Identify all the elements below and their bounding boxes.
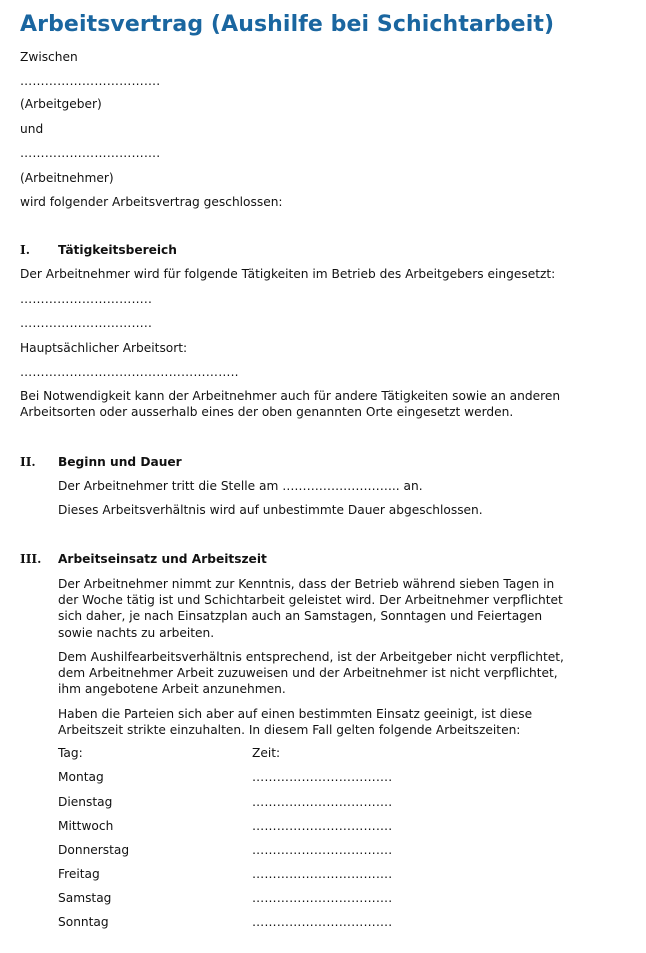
time-blank: ……………………………. (252, 843, 393, 857)
paragraph-line: der Woche tätig ist und Schichtarbeit geleistet wird. Der Arbeitnehmer verpflichtet (58, 593, 563, 608)
paragraph-line: Dem Aushilfearbeitsverhältnis entsprechend, ist der Arbeitgeber nicht verpflichtet, (58, 650, 564, 664)
day-label: Donnerstag (58, 843, 130, 857)
schedule-row (58, 819, 393, 833)
paragraph-line: Arbeitszeit strikte einzuhalten. In diesem Fall gelten folgende Arbeitszeiten: (58, 723, 521, 738)
paragraph-line: sowie nachts zu arbeiten. (58, 625, 215, 640)
section-1-title: Tätigkeitsbereich (58, 243, 177, 257)
time-blank: ……………………………. (252, 915, 393, 929)
time-blank: ……………………………. (252, 819, 393, 833)
section-3-paragraph-2 (58, 649, 564, 698)
schedule-row (58, 770, 393, 784)
activity-blank-2: ………………………….. (20, 316, 153, 330)
time-blank: ……………………………. (252, 770, 393, 784)
document-title: Arbeitsvertrag (Aushilfe bei Schichtarbeit) (20, 12, 555, 37)
paragraph-line: ihm angebotene Arbeit anzunehmen. (58, 682, 286, 697)
paragraph-line: dem Arbeitnehmer Arbeit zuzuweisen und der Arbeitnehmer ist nicht verpflichtet, (58, 666, 558, 681)
employer-blank: ……………………………. (20, 74, 161, 88)
paragraph-line: Der Arbeitnehmer nimmt zur Kenntnis, dass der Betrieb während sieben Tagen in (58, 577, 555, 591)
section-3-heading (20, 552, 267, 566)
schedule-row (58, 867, 393, 881)
time-column-header: Zeit: (252, 746, 281, 760)
section-1-number: I. (20, 243, 30, 257)
section-2-title: Beginn und Dauer (58, 455, 182, 469)
day-label: Samstag (58, 891, 112, 905)
schedule-header (58, 746, 281, 760)
workplace-blank: …………………………………………….. (20, 365, 239, 379)
section-1-heading (20, 243, 177, 257)
activity-blank-1: ………………………….. (20, 292, 153, 306)
duration-text: Dieses Arbeitsverhältnis wird auf unbestimmte Dauer abgeschlossen. (58, 503, 483, 517)
section-3-number: III. (20, 552, 42, 566)
section-3-title: Arbeitseinsatz und Arbeitszeit (58, 552, 267, 566)
day-label: Dienstag (58, 795, 113, 809)
day-label: Montag (58, 770, 104, 784)
schedule-row (58, 891, 393, 905)
day-column-header: Tag: (58, 746, 83, 760)
schedule-row (58, 915, 393, 929)
schedule-row (58, 795, 393, 809)
between-label: Zwischen (20, 50, 78, 64)
section-1-note-line-1: Bei Notwendigkeit kann der Arbeitnehmer auch für andere Tätigkeiten sowie an anderen (20, 389, 561, 403)
section-1-text: Der Arbeitnehmer wird für folgende Tätigkeiten im Betrieb des Arbeitgebers eingesetzt: (20, 267, 556, 281)
paragraph-line: sich daher, je nach Einsatzplan auch an Samstagen, Sonntagen und Feiertagen (58, 609, 543, 624)
employee-blank: ……………………………. (20, 146, 161, 160)
day-label: Sonntag (58, 915, 109, 929)
section-3-paragraph-3 (58, 706, 532, 738)
contract-intro: wird folgender Arbeitsvertrag geschlossen: (20, 195, 283, 209)
time-blank: ……………………………. (252, 867, 393, 881)
employee-label: (Arbeitnehmer) (20, 171, 114, 185)
day-label: Freitag (58, 867, 100, 881)
and-label: und (20, 122, 44, 136)
day-label: Mittwoch (58, 819, 114, 833)
workplace-label: Hauptsächlicher Arbeitsort: (20, 341, 188, 355)
section-2-heading (20, 455, 182, 469)
start-date-text: Der Arbeitnehmer tritt die Stelle am ……………………….. an. (58, 479, 423, 493)
section-3-paragraph-1 (58, 576, 563, 641)
section-1-note-line-2: Arbeitsorten oder ausserhalb eines der oben genannten Orte eingesetzt werden. (20, 405, 514, 419)
paragraph-line: Haben die Parteien sich aber auf einen bestimmten Einsatz geeinigt, ist diese (58, 707, 533, 721)
time-blank: ……………………………. (252, 795, 393, 809)
employer-label: (Arbeitgeber) (20, 97, 102, 111)
time-blank: ……………………………. (252, 891, 393, 905)
schedule-row (58, 843, 393, 857)
section-2-number: II. (20, 455, 36, 469)
